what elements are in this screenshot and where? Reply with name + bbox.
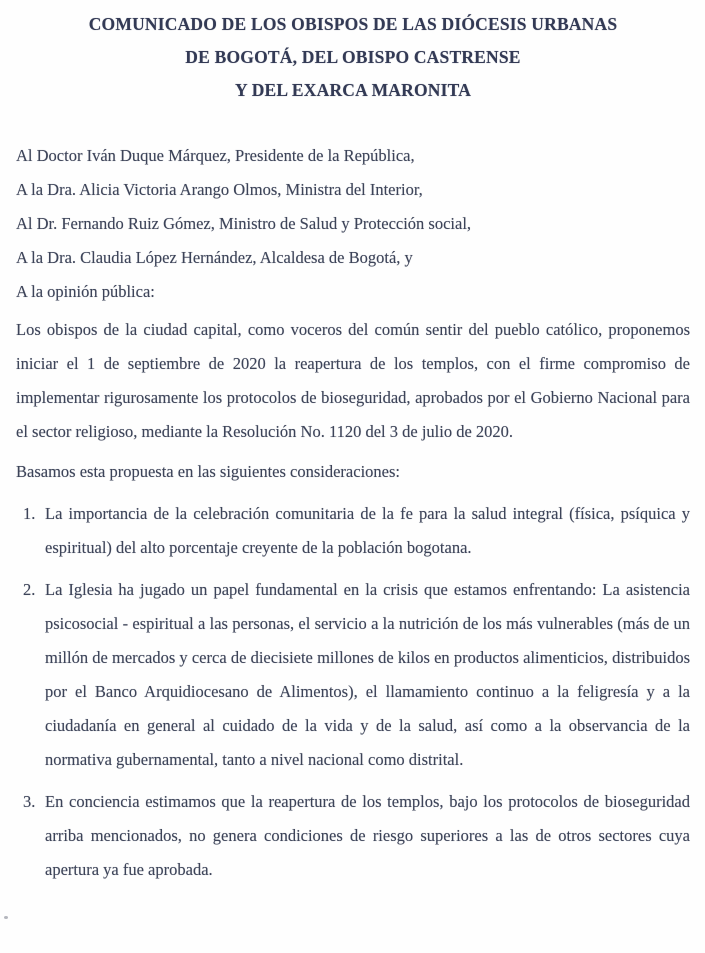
title-line-2: DE BOGOTÁ, DEL OBISPO CASTRENSE [185, 47, 521, 67]
list-item-1-number: 1. [23, 504, 36, 523]
list-item-3-text: En conciencia estimamos que la reapertura de los templos, bajo los protocolos de bioseguridad arriba mencionados, no genera condiciones de riesgo superiores a las de otros sectores cuya apertura ya fue aprobada. [45, 792, 690, 879]
list-item-2 [16, 573, 690, 777]
title-line-3: Y DEL EXARCA MARONITA [234, 80, 472, 100]
list-item-2-text: La Iglesia ha jugado un papel fundamental en la crisis que estamos enfrentando: La asistencia psicosocial - espiritual a las personas, el servicio a la nutrición de los más vulnerables (más de un millón de mercados y cerca de diecisiete millones de kilos en productos alimenticios, distribuidos por el Banco Arquidiocesano de Alimentos), el llamamiento continuo a la feligresía y a la ciudadanía en general al cuidado de la vida y de la salud, así como a la observancia de la normativa gubernamental, tanto a nivel nacional como distrital. [45, 580, 690, 769]
scan-speck [4, 916, 8, 919]
list-item-1 [16, 497, 690, 565]
list-item-3 [16, 785, 690, 887]
document-title [16, 8, 690, 107]
salutation-line-interior-minister: A la Dra. Alicia Victoria Arango Olmos, Ministra del Interior, [16, 180, 423, 199]
list-item-1-text: La importancia de la celebración comunitaria de la fe para la salud integral (física, psíquica y espiritual) del alto porcentaje creyente de la población bogotana. [45, 504, 690, 557]
salutation-block [16, 139, 690, 309]
considerations-list [16, 497, 690, 887]
list-item-2-number: 2. [23, 580, 36, 599]
salutation-line-public-opinion: A la opinión pública: [16, 282, 155, 301]
opening-paragraph: Los obispos de la ciudad capital, como voceros del común sentir del pueblo católico, proponemos iniciar el 1 de septiembre de 2020 la reapertura de los templos, con el firme compromiso de implementar rigurosamente los protocolos de bioseguridad, aprobados por el Gobierno Nacional para el sector religioso, mediante la Resolución No. 1120 del 3 de julio de 2020. [16, 320, 690, 441]
list-item-3-number: 3. [23, 792, 36, 811]
considerations-intro: Basamos esta propuesta en las siguientes consideraciones: [16, 462, 400, 481]
salutation-line-mayor: A la Dra. Claudia López Hernández, Alcaldesa de Bogotá, y [16, 248, 413, 267]
salutation-line-health-minister: Al Dr. Fernando Ruiz Gómez, Ministro de Salud y Protección social, [16, 214, 472, 233]
salutation-line-president: Al Doctor Iván Duque Márquez, Presidente de la República, [16, 146, 415, 165]
title-line-1: COMUNICADO DE LOS OBISPOS DE LAS DIÓCESIS URBANAS [88, 14, 618, 34]
